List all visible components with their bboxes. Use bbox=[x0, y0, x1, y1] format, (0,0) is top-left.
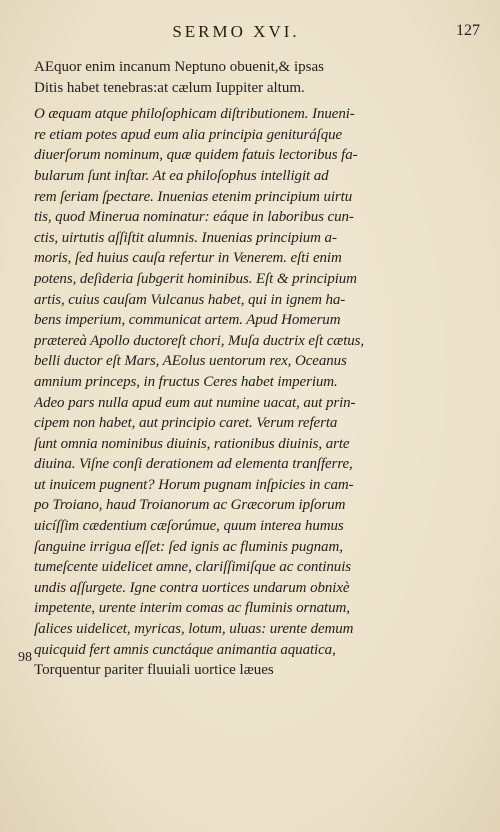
prose-line: ſalices uidelicet, myricas, lotum, uluas: urente demum bbox=[34, 621, 354, 638]
prose-line: potens, deſideria ſubgerit hominibus. Eſt & principium bbox=[34, 270, 357, 287]
prose-line: re etiam potes apud eum alia principia genituráſque bbox=[34, 126, 343, 143]
verse-line: AEquor enim incanum Neptuno obuenit,& ipsas bbox=[34, 59, 324, 75]
prose-line: ſunt omnia nominibus diuinis, rationibus diuinis, arte bbox=[34, 435, 350, 452]
prose-line: impetente, urente interim comas ac fluminis ornatum, bbox=[34, 600, 350, 617]
closing-verse-line: Torquentur pariter fluuiali uortice læues bbox=[34, 662, 274, 679]
page-number: 127 bbox=[456, 22, 480, 39]
prose-line: ut inuicem pugnent? Horum pugnam inſpicies in cam- bbox=[34, 476, 354, 493]
prose-line: ſanguine irrigua eſſet: ſed ignis ac fluminis pugnam, bbox=[34, 538, 343, 555]
prose-line: undis aſſurgete. Igne contra uortices undarum obnixè bbox=[34, 579, 350, 596]
prose-line: bens imperium, communicat artem. Apud Homerum bbox=[34, 312, 341, 329]
prose-line: artis, cuius cauſam Vulcanus habet, qui in ignem ha- bbox=[34, 291, 346, 308]
verse-line: Ditis habet tenebras:at cælum Iuppiter altum. bbox=[34, 79, 305, 96]
prose-line: belli ductor eſt Mars, AEolus uentorum rex, Oceanus bbox=[34, 353, 347, 370]
prose-line: tis, quod Minerua nominatur: eáque in laboribus cun- bbox=[34, 209, 354, 226]
prose-line: amnium princeps, in fructus Ceres habet imperium. bbox=[34, 373, 338, 390]
prose-line: bularum ſunt inſtar. At ea philoſophus intelligit ad bbox=[34, 167, 329, 184]
margin-note: 98 bbox=[18, 650, 32, 665]
prose-line: moris, ſed huius cauſa refertur in Venerem. eſti enim bbox=[34, 250, 342, 267]
page-body bbox=[34, 57, 466, 681]
prose-line: diuina. Viſne conſi derationem ad elementa tranſferre, bbox=[34, 456, 353, 473]
prose-line: prætereà Apollo ductoreſt chori, Muſa ductrix eſt cætus, bbox=[34, 332, 365, 349]
prose-line: po Troiano, haud Troianorum ac Græcorum ipſorum bbox=[34, 497, 346, 514]
prose-line: rem ſeriam ſpectare. Inuenias etenim principium uirtu bbox=[34, 188, 353, 205]
prose-line: diuerſorum nominum, quæ quidem fatuis lectoribus fa- bbox=[34, 147, 358, 164]
prose-line: quicquid fert amnis cunctáque animantia aquatica, bbox=[34, 641, 336, 658]
prose-line: O æquam atque philoſophicam diſtributionem. Inueni- bbox=[34, 106, 355, 123]
prose-line: ctis, uirtutis aſſiſtit alumnis. Inuenias principium a- bbox=[34, 229, 337, 246]
prose-line: cipem non habet, aut principio caret. Verum referta bbox=[34, 415, 338, 432]
running-head: SERMO XVI. bbox=[172, 22, 300, 41]
prose-line: tumeſcente uidelicet amne, clariſſimiſque ac continuis bbox=[34, 559, 352, 576]
prose-line: Adeo pars nulla apud eum aut numine uacat, aut prin- bbox=[34, 394, 356, 411]
prose-line: uicíſſim cædentium cæſorúmue, quum interea humus bbox=[34, 518, 344, 535]
